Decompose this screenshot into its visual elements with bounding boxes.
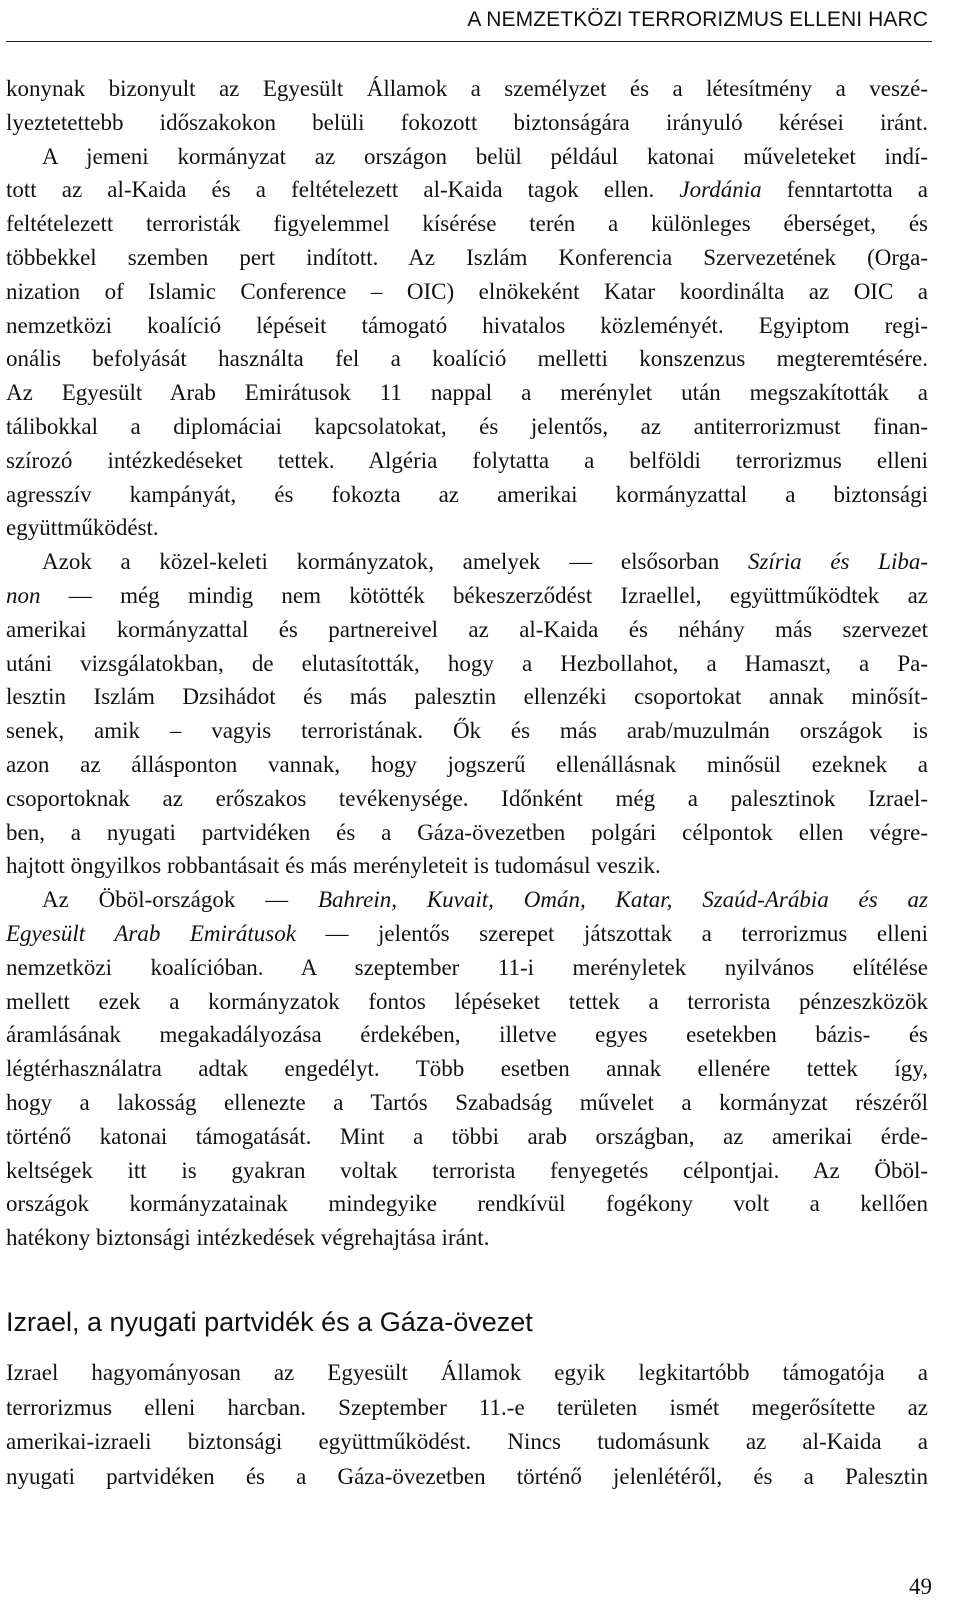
paragraph-3 [6,883,928,1255]
text-line: hajtott öngyilkos robbantásait és más merényleteit is tudomásul veszik. [6,853,661,879]
text-line: konynak bizonyult az Egyesült Államok a személyzet és a létesítmény a veszé- [6,76,928,101]
text-line: Az Egyesült Arab Emirátusok 11 nappal a merénylet után megszakították a [6,380,928,406]
text-line: Az Öböl-országok — Bahrein, Kuvait, Omán, Katar, Szaúd-Arábia és az [42,887,928,913]
text-line: Azok a közel-keleti kormányzatok, amelyek — elsősorban Szíria és Liba- [42,549,928,575]
text-line: országok kormányzatainak mindegyike rendkívül fogékony volt a kellően [6,1191,928,1217]
text-line: nemzetközi koalíció lépéseit támogató hivatalos közleményét. Egyiptom regi- [6,312,928,338]
section-heading: Izrael, a nyugati partvidék és a Gáza-övezet [6,1307,533,1337]
text-line: Egyesült Arab Emirátusok — jelentős szerepet játszottak a terrorizmus elleni [6,920,928,946]
text-line: amerikai-izraeli biztonsági együttműködést. Nincs tudomásunk az al-Kaida a [6,1429,928,1454]
text-line: történő katonai támogatását. Mint a többi arab országban, az amerikai érde- [6,1123,928,1149]
running-header: A NEMZETKÖZI TERRORIZMUS ELLENI HARC [467,8,928,31]
body-text-section [6,1356,928,1494]
text-line: csoportoknak az erőszakos tevékenysége. Időnként még a palesztinok Izrael- [6,785,928,811]
text-line: szírozó intézkedéseket tettek. Algéria folytatta a belföldi terrorizmus elleni [6,447,928,473]
text-line: tott az al-Kaida és a feltételezett al-Kaida tagok ellen. Jordánia fenntartotta a [6,177,929,203]
text-line: nemzetközi koalícióban. A szeptember 11-i merényletek nyilvános elítélése [6,954,928,980]
text-line: senek, amik – vagyis terroristának. Ők és más arab/muzulmán országok is [6,718,928,744]
text-line: nyugati partvidéken és a Gáza-övezetben történő jelenlétéről, és a Palesztin [6,1463,928,1489]
text-line: Izrael hagyományosan az Egyesült Államok egyik legkitartóbb támogatója a [6,1360,928,1385]
text-line: légtérhasználatra adtak engedélyt. Több esetben annak ellenére tettek így, [6,1056,928,1082]
body-text [6,72,928,1255]
page-number: 49 [909,1574,932,1599]
header-rule [6,41,932,42]
country-name: Jordánia [679,177,762,203]
text-line: agresszív kampányát, és fokozta az amerikai kormányzattal a biztonsági [6,481,928,507]
text-line: azon az állásponton vannak, hogy jogszerű ellenállásnak minősül ezeknek a [6,751,928,777]
text-line: tálibokkal a diplomáciai kapcsolatokat, és jelentős, az antiterrorizmust finan- [6,413,928,439]
text-line: többekkel szemben pert indított. Az Iszlám Konferencia Szervezetének (Orga- [6,244,928,270]
text-line: non — még mindig nem kötötték békeszerződést Izraellel, együttműködtek az [6,582,929,608]
text-line: mellett ezek a kormányzatok fontos lépéseket tettek a terrorista pénzeszközök [6,988,928,1014]
text-line: ben, a nyugati partvidéken és a Gáza-övezetben polgári célpontok ellen végre- [6,819,928,845]
country-names: non [6,582,41,608]
country-names: Szíria és Liba- [747,549,928,575]
text-line: lesztin Iszlám Dzsihádot és más palesztin ellenzéki csoportokat annak minősít- [6,684,928,710]
text-line: lyeztetettebb időszakokon belüli fokozott biztonságára irányuló kérései iránt. [6,109,928,135]
paragraph-4 [6,1356,928,1494]
text-line: onális befolyását használta fel a koalíció melletti konszenzus megteremtésére. [6,346,928,372]
paragraph-2 [6,545,928,883]
text-line: hatékony biztonsági intézkedések végrehajtása iránt. [6,1225,490,1251]
text-line: hogy a lakosság ellenezte a Tartós Szabadság művelet a kormányzat részéről [6,1089,928,1115]
text-line: nization of Islamic Conference – OIC) elnökeként Katar koordinálta az OIC a [6,278,928,304]
text-line: keltségek itt is gyakran voltak terrorista fenyegetés célpontjai. Az Öböl- [6,1157,928,1183]
text-line: amerikai kormányzattal és partnereivel az al-Kaida és néhány más szervezet [6,616,928,642]
text-line: feltételezett terroristák figyelemmel kísérése terén a különleges éberséget, és [6,211,928,237]
text-line: A jemeni kormányzat az országon belül például katonai műveleteket indí- [42,143,928,169]
text-line: áramlásának megakadályozása érdekében, illetve egyes esetekben bázis- és [6,1022,928,1048]
country-names: Bahrein, Kuvait, Omán, Katar, Szaúd-Arábia és az [318,887,928,913]
text-line: utáni vizsgálatokban, de elutasították, hogy a Hezbollahot, a Hamaszt, a Pa- [6,650,928,676]
text-line: együttműködést. [6,515,159,541]
paragraph-1 [6,72,928,545]
country-names: Egyesült Arab Emirátusok [6,920,296,946]
text-line: terrorizmus elleni harcban. Szeptember 11.-e területen ismét megerősítette az [6,1394,928,1420]
